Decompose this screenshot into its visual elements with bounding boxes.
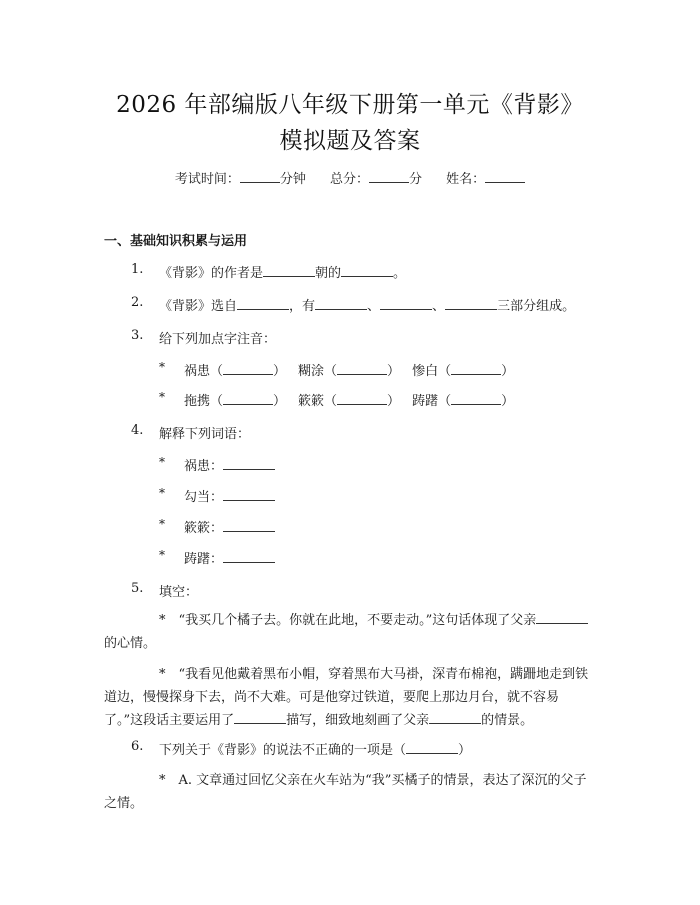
definition-blank[interactable]	[223, 457, 275, 470]
pinyin-blank[interactable]	[223, 362, 273, 375]
question-text: 下列关于《背影》的说法不正确的一项是（	[159, 743, 407, 758]
word-label: 糊涂（	[298, 364, 338, 379]
exam-time-unit: 分钟	[279, 172, 306, 187]
definition-blank[interactable]	[223, 550, 275, 563]
title-line-2: 模拟题及答案	[279, 128, 421, 154]
pinyin-row-1	[184, 360, 514, 379]
fill-in-paragraph-2	[104, 663, 598, 732]
definition-blank[interactable]	[223, 488, 275, 501]
bullet-icon: *	[159, 360, 165, 374]
answer-blank[interactable]	[237, 297, 289, 310]
question-1	[159, 262, 406, 281]
question-6	[159, 739, 471, 758]
definition-item	[184, 455, 275, 474]
bullet-icon: *	[159, 455, 165, 469]
word-label: 踌躇（	[412, 394, 452, 409]
bullet-icon: *	[159, 517, 165, 531]
question-4: 解释下列词语：	[159, 427, 251, 442]
word-label: 惨白（	[412, 364, 452, 379]
answer-blank[interactable]	[341, 264, 393, 277]
paren-close: ）	[273, 394, 287, 409]
word-label: 簌簌（	[298, 394, 338, 409]
pinyin-blank[interactable]	[451, 392, 501, 405]
exam-time-blank[interactable]	[240, 170, 280, 183]
bullet-icon: *	[159, 390, 165, 404]
question-3: 给下列加点字注音：	[159, 332, 277, 347]
question-number: 4.	[131, 423, 144, 438]
answer-blank[interactable]	[406, 741, 458, 754]
answer-blank[interactable]	[445, 297, 497, 310]
pinyin-blank[interactable]	[223, 392, 273, 405]
pinyin-blank[interactable]	[451, 362, 501, 375]
question-text: 朝的	[315, 266, 342, 281]
paragraph-text: * “我看见他戴着黑布小帽，穿着黑布大马褂，深青布棉袍，蹒跚地走到铁道边，慢慢探身下去，尚不大难。可是他穿过铁道，要爬上那边月台，就不容易了。”这段话主要运用了	[104, 667, 589, 728]
total-score	[330, 172, 426, 187]
section-heading: 一、基础知识积累与运用	[104, 234, 248, 249]
answer-blank[interactable]	[315, 297, 367, 310]
bullet-icon: *	[159, 548, 165, 562]
exam-meta	[0, 168, 700, 187]
question-number: 2.	[131, 295, 144, 310]
word-label: 簌簌：	[184, 521, 224, 536]
question-number: 6.	[131, 739, 144, 754]
word-label: 踌躇：	[184, 552, 224, 567]
question-text: ）	[458, 743, 472, 758]
option-a[interactable]: * A. 文章通过回忆父亲在火车站为“我”买橘子的情景，表达了深沉的父子之情。	[104, 773, 587, 811]
answer-blank[interactable]	[429, 711, 481, 724]
question-text: ，有	[289, 299, 316, 314]
total-score-label: 总分：	[329, 172, 369, 187]
question-text: 三部分组成。	[497, 299, 576, 314]
question-text: 。	[393, 266, 407, 281]
paren-close: ）	[387, 394, 401, 409]
paren-close: ）	[501, 364, 515, 379]
definition-item	[184, 486, 275, 505]
definition-item	[184, 548, 275, 567]
title-line-1: 2026 年部编版八年级下册第一单元《背影》	[116, 92, 584, 118]
word-label: 祸患（	[184, 364, 224, 379]
definition-item	[184, 517, 275, 536]
word-label: 勾当：	[184, 490, 224, 505]
fill-in-paragraph-1	[104, 609, 598, 655]
question-text: 《背影》的作者是	[159, 266, 264, 281]
total-score-blank[interactable]	[369, 170, 409, 183]
paragraph-text: 的情景。	[481, 713, 534, 728]
definition-blank[interactable]	[223, 519, 275, 532]
student-name-label: 姓名：	[446, 172, 486, 187]
word-label: 祸患：	[184, 459, 224, 474]
paren-close: ）	[387, 364, 401, 379]
student-name	[446, 172, 525, 187]
student-name-blank[interactable]	[485, 170, 525, 183]
question-2	[159, 295, 575, 314]
separator: 、	[432, 299, 446, 314]
exam-time	[175, 172, 310, 187]
answer-blank[interactable]	[380, 297, 432, 310]
paren-close: ）	[273, 364, 287, 379]
bullet-icon: *	[159, 486, 165, 500]
answer-blank[interactable]	[536, 611, 588, 624]
paragraph-text: 描写，细致地刻画了父亲	[286, 713, 430, 728]
question-text: 《背影》选自	[159, 299, 238, 314]
exam-time-label: 考试时间：	[174, 172, 240, 187]
paragraph-text: 的心情。	[104, 636, 157, 651]
question-number: 5.	[131, 581, 144, 596]
question-5: 填空：	[159, 585, 199, 600]
paren-close: ）	[501, 394, 515, 409]
separator: 、	[367, 299, 381, 314]
pinyin-blank[interactable]	[337, 362, 387, 375]
paragraph-text: * “我买几个橘子去。你就在此地，不要走动。”这句话体现了父亲	[159, 613, 537, 628]
pinyin-row-2	[184, 390, 514, 409]
question-number: 1.	[131, 262, 144, 277]
word-label: 拖携（	[184, 394, 224, 409]
answer-blank[interactable]	[234, 711, 286, 724]
question-number: 3.	[131, 328, 144, 343]
pinyin-blank[interactable]	[337, 392, 387, 405]
total-score-unit: 分	[409, 172, 423, 187]
answer-blank[interactable]	[263, 264, 315, 277]
